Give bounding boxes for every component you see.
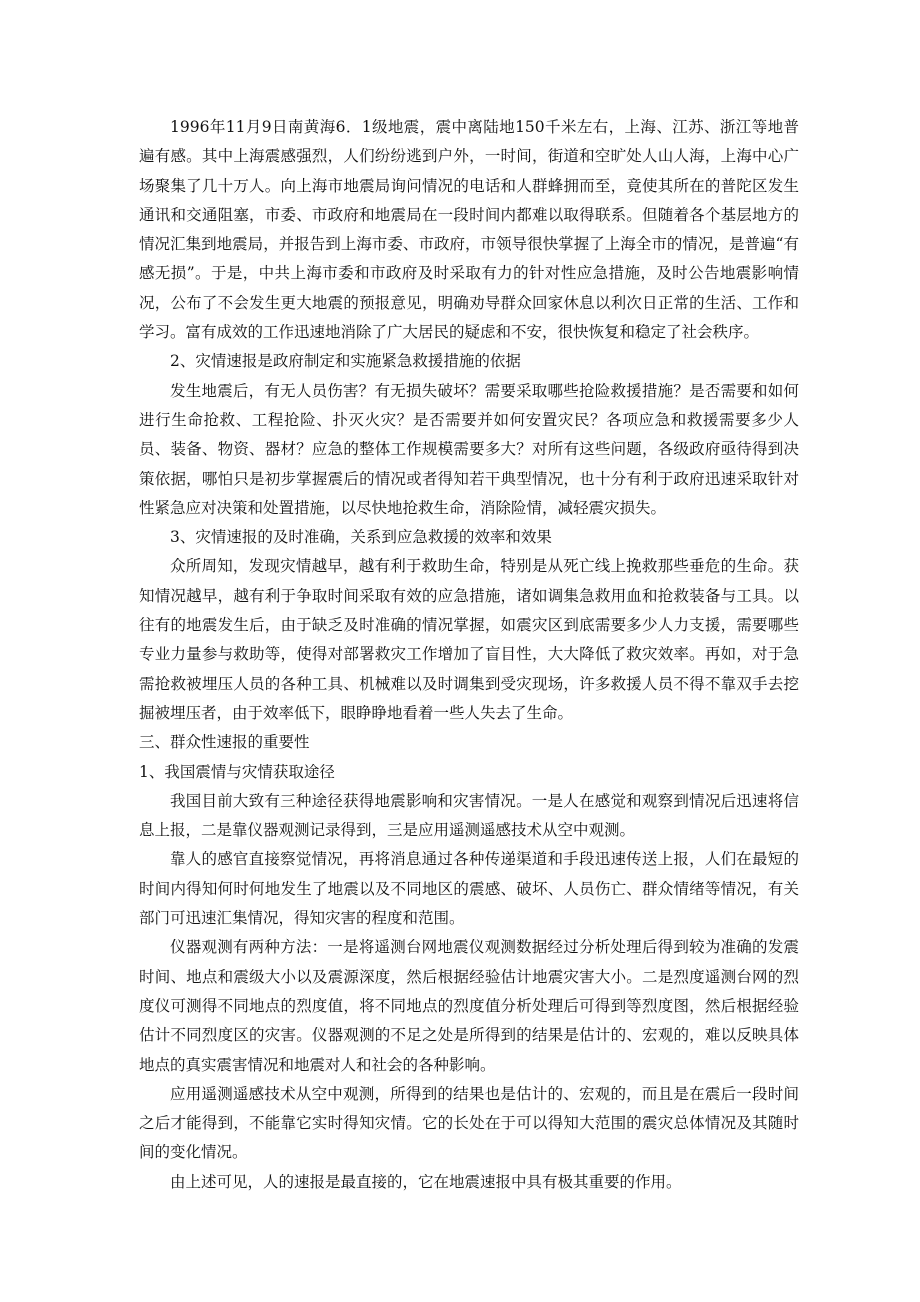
paragraph-conclusion: 由上述可见，人的速报是最直接的，它在地震速报中具有极其重要的作用。 bbox=[170, 1172, 682, 1191]
paragraph-rescue-efficiency: 众所周知，发现灾情越早，越有利于救助生命，特别是从死亡线上挽救那些垂危的生命。获知情况越早，越有利于争取时间采取有效的应急措施，诸如调集急救用血和抢救装备与工具。以往有的地震发生后，由于缺乏及时准确的情况掌握，如震灾区到底需要多少人力支援，需要哪些专业力量参与救助等，使得对部署救灾工作增加了盲目性，大大降低了救灾效率。再如，对于急需抢救被埋压人员的各种工具、机械难以及时调集到受灾现场，许多救援人员不得不靠双手去挖掘被埋压者，由于效率低下，眼睁睁地看着一些人失去了生命。 bbox=[139, 557, 799, 722]
paragraph-government-decision: 发生地震后，有无人员伤害？有无损失破坏？需要采取哪些抢险救援措施？是否需要和如何进行生命抢救、工程抢险、扑灭火灾？是否需要并如何安置灾民？各项应急和救援需要多少人员、装备、物资、器材？应急的整体工作规模需要多大？对所有这些问题，各级政府亟待得到决策依据，哪怕只是初步掌握震后的情况或者得知若干典型情况，也十分有利于政府迅速采取针对性紧急应对决策和处置措施，以尽快地抢救生命，消除险情，减轻震灾损失。 bbox=[139, 381, 799, 517]
heading-timely-accuracy: 3、灾情速报的及时准确，关系到应急救援的效率和效果 bbox=[170, 528, 552, 547]
heading-disaster-report-basis: 2、灾情速报是政府制定和实施紧急救援措施的依据 bbox=[170, 352, 521, 371]
paragraph-instrument-observation: 仪器观测有两种方法：一是将遥测台网地震仪观测数据经过分析处理后得到较为准确的发震时间、地点和震级大小以及震源深度，然后根据经验估计地震灾害大小。二是烈度遥测台网的烈度仪可测得不同地点的烈度值，将不同地点的烈度值分析处理后可得到等烈度图，然后根据经验估计不同烈度区的灾害。仪器观测的不足之处是所得到的结果是估计的、宏观的，难以反映具体地点的真实震害情况和地震对人和社会的各种影响。 bbox=[139, 938, 799, 1074]
section-heading-public-reporting: 三、群众性速报的重要性 bbox=[139, 733, 310, 752]
paragraph-three-channels: 我国目前大致有三种途径获得地震影响和灾害情况。一是人在感觉和观察到情况后迅速将信息上报，二是靠仪器观测记录得到，三是应用遥测遥感技术从空中观测。 bbox=[139, 791, 799, 840]
paragraph-shanghai-earthquake: 1996年11月9日南黄海6．1级地震，震中离陆地150千米左右，上海、江苏、浙江等地普遍有感。其中上海震感强烈，人们纷纷逃到户外，一时间，街道和空旷处人山人海，上海中心广场聚集了几十万人。向上海市地震局询问情况的电话和人群蜂拥而至，竟使其所在的普陀区发生通讯和交通阻塞，市委、市政府和地震局在一段时间内都难以取得联系。但随着各个基层地方的情况汇集到地震局，并报告到上海市委、市政府，市领导很快掌握了上海全市的情况，是普遍“有感无损”。于是，中共上海市委和市政府及时采取有力的针对性应急措施，及时公告地震影响情况，公布了不会发生更大地震的预报意见，明确劝导群众回家休息以利次日正常的生活、工作和学习。富有成效的工作迅速地消除了广大居民的疑虑和不安，很快恢复和稳定了社会秩序。 bbox=[139, 118, 799, 342]
subheading-info-channels: 1、我国震情与灾情获取途径 bbox=[139, 762, 335, 781]
paragraph-remote-sensing: 应用遥测遥感技术从空中观测，所得到的结果也是估计的、宏观的，而且是在震后一段时间之后才能得到，不能靠它实时得知灾情。它的长处在于可以得知大范围的震灾总体情况及其随时间的变化情况。 bbox=[139, 1084, 799, 1162]
paragraph-human-senses: 靠人的感官直接察觉情况，再将消息通过各种传递渠道和手段迅速传送上报，人们在最短的时间内得知何时何地发生了地震以及不同地区的震感、破坏、人员伤亡、群众情绪等情况，有关部门可迅速汇集情况，得知灾害的程度和范围。 bbox=[139, 850, 799, 928]
document-body bbox=[139, 113, 799, 1197]
